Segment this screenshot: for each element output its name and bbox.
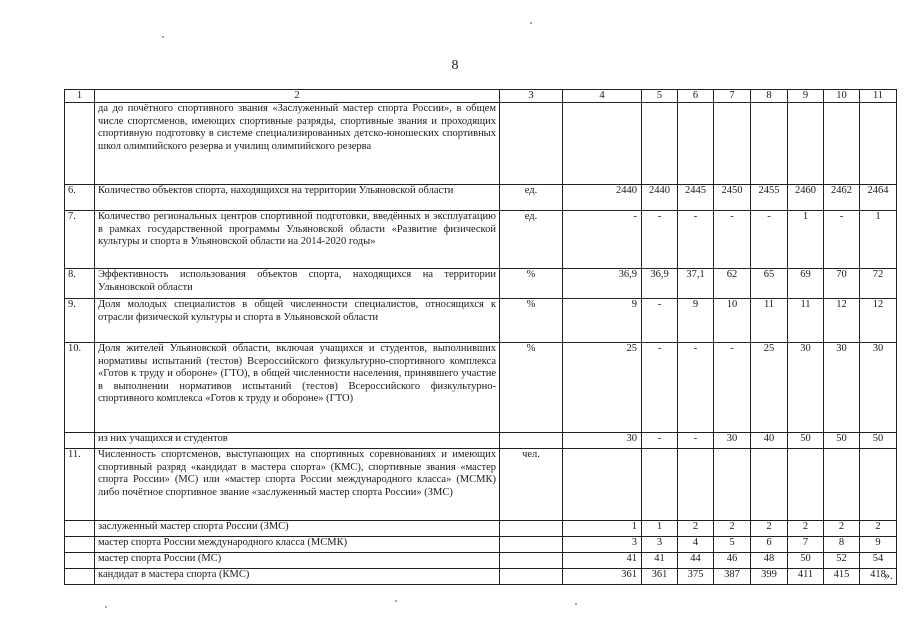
row-number: 10. [65,343,95,433]
value-cell: 361 [642,569,678,585]
column-number-row [65,90,897,103]
value-cell: 1 [642,521,678,537]
value-cell: 36,9 [642,269,678,299]
row-number [65,537,95,553]
value-cell: 361 [563,569,642,585]
value-cell: 4 [678,537,714,553]
value-cell: 48 [751,553,788,569]
table-row [65,537,897,553]
table-row [65,433,897,449]
scan-speck [162,36,164,38]
value-cell: 399 [751,569,788,585]
value-cell [714,103,751,185]
value-cell [714,449,751,521]
value-cell: 52 [824,553,860,569]
indicator-description: Численность спортсменов, выступающих на спортивных соревнованиях и имеющих спортивный разряд «кандидат в мастера спорта» (КМС), спортивные звания «мастер спорта России» (МС) или «мастер спорта России международного класса» (МСМК) либо почётное спортивное звание «заслуженный мастер спорта России» (ЗМС) [95,449,500,521]
indicator-description: Доля молодых специалистов в общей численности специалистов, относящихся к отрасли физической культуры и спорта в Ульяновской области [95,299,500,343]
page-number: 8 [451,58,459,73]
value-cell [860,103,897,185]
value-cell: 7 [788,537,824,553]
unit-cell [500,569,563,585]
value-cell: - [678,433,714,449]
value-cell: - [714,211,751,269]
table-row [65,103,897,185]
value-cell: 387 [714,569,751,585]
value-cell [824,449,860,521]
value-cell: 30 [824,343,860,433]
value-cell: 2455 [751,185,788,211]
value-cell: 2440 [563,185,642,211]
value-cell [563,103,642,185]
indicator-description: Количество объектов спорта, находящихся на территории Ульяновской области [95,185,500,211]
value-cell: - [678,211,714,269]
value-cell: 30 [788,343,824,433]
value-cell [824,103,860,185]
unit-cell: % [500,299,563,343]
column-header: 2 [95,90,500,103]
value-cell: 50 [788,433,824,449]
table-row [65,299,897,343]
value-cell: 418 [860,569,897,585]
value-cell [860,449,897,521]
value-cell: 44 [678,553,714,569]
column-header: 4 [563,90,642,103]
table-row [65,521,897,537]
value-cell: 6 [751,537,788,553]
value-cell: 2 [860,521,897,537]
scan-speck [575,603,577,605]
value-cell: 2445 [678,185,714,211]
value-cell: 8 [824,537,860,553]
value-cell: 5 [714,537,751,553]
value-cell: - [642,211,678,269]
value-cell: 41 [642,553,678,569]
value-cell: 65 [751,269,788,299]
value-cell: 411 [788,569,824,585]
row-number: 11. [65,449,95,521]
column-header: 10 [824,90,860,103]
column-header: 3 [500,90,563,103]
value-cell: 36,9 [563,269,642,299]
column-header: 6 [678,90,714,103]
scan-speck [395,600,397,602]
value-cell: 11 [751,299,788,343]
value-cell: 54 [860,553,897,569]
value-cell: 72 [860,269,897,299]
column-header: 1 [65,90,95,103]
row-number: 7. [65,211,95,269]
value-cell: 9 [563,299,642,343]
value-cell: 12 [860,299,897,343]
value-cell: 11 [788,299,824,343]
value-cell: 30 [714,433,751,449]
indicator-description: заслуженный мастер спорта России (ЗМС) [95,521,500,537]
value-cell [642,103,678,185]
value-cell [678,449,714,521]
value-cell: 37,1 [678,269,714,299]
value-cell: 40 [751,433,788,449]
row-number: 9. [65,299,95,343]
value-cell: 415 [824,569,860,585]
unit-cell [500,537,563,553]
value-cell: 10 [714,299,751,343]
value-cell: 2464 [860,185,897,211]
value-cell: 1 [563,521,642,537]
row-number: 8. [65,269,95,299]
value-cell: 2 [788,521,824,537]
unit-cell [500,521,563,537]
value-cell: 41 [563,553,642,569]
column-header: 7 [714,90,751,103]
value-cell: - [824,211,860,269]
closing-quote: ». [884,568,893,582]
indicator-description: из них учащихся и студентов [95,433,500,449]
row-number [65,569,95,585]
value-cell: 50 [824,433,860,449]
value-cell: - [678,343,714,433]
value-cell: 3 [642,537,678,553]
indicator-description: Количество региональных центров спортивной подготовки, введённых в эксплуатацию в рамках государственной программы Ульяновской области «Развитие физической культуры и спорта в Ульяновской области на 2014-2020 годы» [95,211,500,269]
scan-speck [105,606,107,608]
value-cell: 1 [860,211,897,269]
indicator-description: Эффективность использования объектов спорта, находящихся на территории Ульяновской области [95,269,500,299]
value-cell: 2460 [788,185,824,211]
value-cell: 30 [860,343,897,433]
table-row [65,449,897,521]
value-cell: - [563,211,642,269]
value-cell [751,449,788,521]
row-number [65,553,95,569]
value-cell: 3 [563,537,642,553]
value-cell: 9 [678,299,714,343]
unit-cell [500,103,563,185]
unit-cell: чел. [500,449,563,521]
table-row [65,569,897,585]
value-cell: 62 [714,269,751,299]
unit-cell: ед. [500,211,563,269]
table-row [65,343,897,433]
unit-cell: % [500,343,563,433]
indicator-description: Доля жителей Ульяновской области, включая учащихся и студентов, выполнивших нормативы испытаний (тестов) Всероссийского физкультурно-спортивного комплекса «Готов к труду и обороне» (ГТО), в общей численности населения, принявшего участие в выполнении нормативов испытаний (тестов) Всероссийского физкультурно-спортивного комплекса «Готов к труду и обороне» (ГТО) [95,343,500,433]
value-cell: - [642,299,678,343]
value-cell [563,449,642,521]
value-cell: 375 [678,569,714,585]
column-header: 9 [788,90,824,103]
row-number: 6. [65,185,95,211]
table-row [65,211,897,269]
value-cell [788,103,824,185]
row-number [65,521,95,537]
value-cell: 1 [788,211,824,269]
value-cell: 2 [678,521,714,537]
table-row [65,269,897,299]
value-cell: 46 [714,553,751,569]
indicator-description: да до почётного спортивного звания «Заслуженный мастер спорта России», в общем числе спортсменов, имеющих спортивные разряды, спортивные звания и проходящих спортивную подготовку в системе специализированных детско-юношеских спортивных школ олимпийского резерва и училищ олимпийского резерва [95,103,500,185]
value-cell: 2 [751,521,788,537]
indicator-description: кандидат в мастера спорта (КМС) [95,569,500,585]
value-cell: 2450 [714,185,751,211]
value-cell: - [714,343,751,433]
indicator-description: мастер спорта России (МС) [95,553,500,569]
value-cell: 50 [860,433,897,449]
value-cell: 25 [751,343,788,433]
value-cell: 9 [860,537,897,553]
value-cell: 50 [788,553,824,569]
unit-cell [500,433,563,449]
value-cell [678,103,714,185]
unit-cell: % [500,269,563,299]
column-header: 8 [751,90,788,103]
value-cell [642,449,678,521]
value-cell: 25 [563,343,642,433]
value-cell: 69 [788,269,824,299]
column-header: 11 [860,90,897,103]
unit-cell: ед. [500,185,563,211]
table-row [65,185,897,211]
value-cell: 2 [714,521,751,537]
row-number [65,103,95,185]
value-cell [788,449,824,521]
indicators-table [64,89,897,585]
row-number [65,433,95,449]
value-cell: - [642,433,678,449]
value-cell: 2462 [824,185,860,211]
value-cell: 70 [824,269,860,299]
scan-speck [530,22,532,24]
value-cell: 12 [824,299,860,343]
value-cell: 2440 [642,185,678,211]
value-cell: - [751,211,788,269]
indicator-description: мастер спорта России международного класса (МСМК) [95,537,500,553]
value-cell: - [642,343,678,433]
table-row [65,553,897,569]
value-cell: 30 [563,433,642,449]
column-header: 5 [642,90,678,103]
value-cell: 2 [824,521,860,537]
unit-cell [500,553,563,569]
value-cell [751,103,788,185]
